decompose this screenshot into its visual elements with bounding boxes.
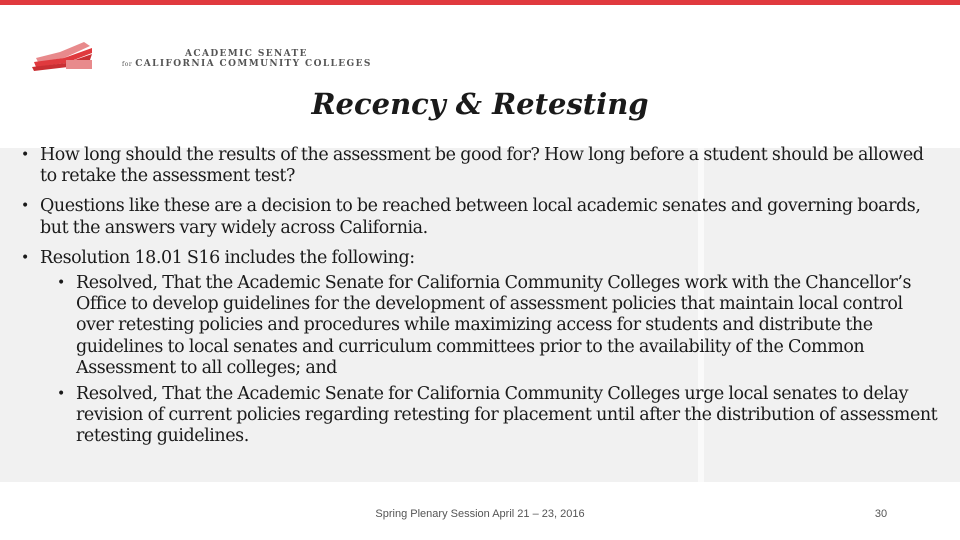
slide-title: Recency & Retesting [311,87,649,121]
page-number: 30 [874,508,888,520]
bullet-item: • Questions like these are a decision to be reached between local academic senates and governing boards, but the answers vary widely across California. [20,196,940,238]
sub-bullet-item: • Resolved, That the Academic Senate for California Community Colleges urge local senates to delay revision of current policies regarding retesting for placement until after the distribution of assessment retesting guidelines. [20,384,940,448]
bullet-item: • How long should the results of the assessment be good for? How long before a student should be allowed to retake the assessment test? [20,145,940,187]
organization-name [122,49,372,70]
top-accent-bar [0,0,960,5]
sub-bullet-item: • Resolved, That the Academic Senate for California Community Colleges work with the Chancellor’s Office to develop guidelines for the development of assessment policies that maintain local control over retesting policies and procedures while maximizing access for students and distribute the guidelines to local senates and curriculum committees prior to the availability of the Common Assessment to all colleges; and [20,273,940,379]
footer-session-text: Spring Plenary Session April 21 – 23, 2016 [375,508,585,520]
sub-bullet-list [20,273,940,448]
bullet-item [20,248,940,269]
bullet-item-text: Resolution 18.01 S16 includes the following: [40,247,415,268]
org-name-line2 [122,59,372,70]
senate-building-logo-icon [30,36,94,72]
org-name-main: CALIFORNIA COMMUNITY COLLEGES [135,59,372,69]
org-name-line1: ACADEMIC SENATE [185,49,308,59]
slide-body [20,145,940,453]
org-name-prefix: for [122,61,133,68]
